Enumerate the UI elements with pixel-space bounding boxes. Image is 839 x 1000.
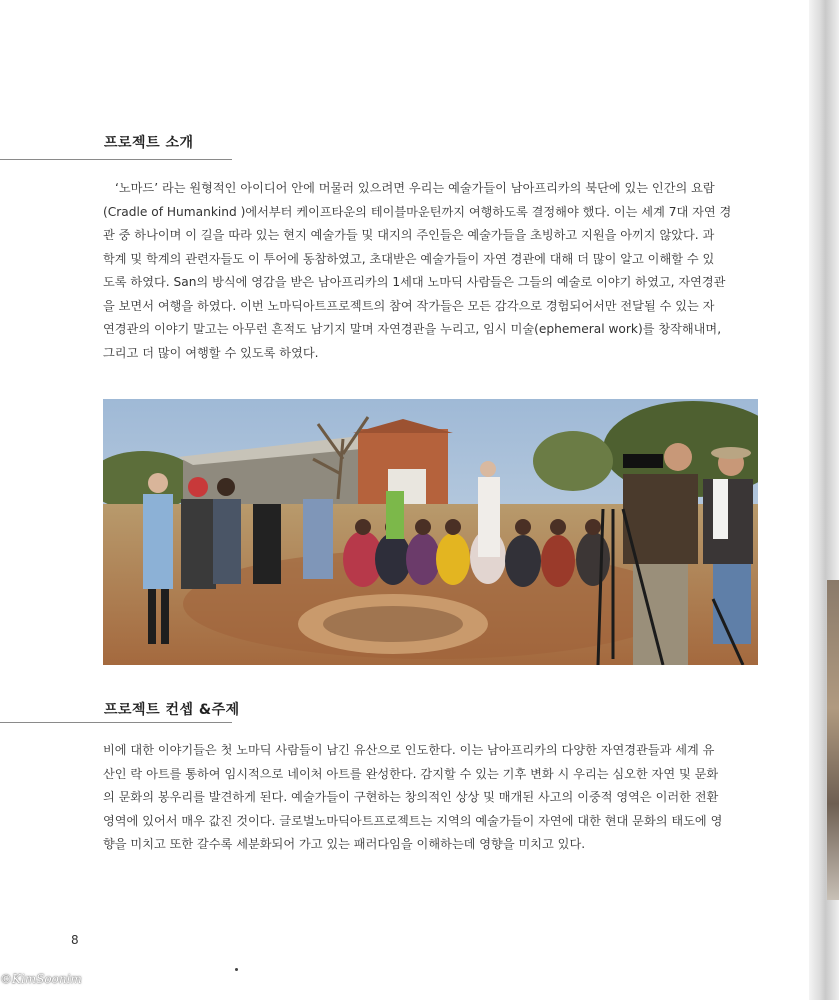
text-line: 관 중 하나이며 이 길을 따라 있는 현지 예술가들 및 대지의 주인들은 예술가들을 초빙하고 지원을 아끼지 않았다. 과 (103, 228, 715, 242)
text-line: (Cradle of Humankind )에서부터 케이프타운의 테이블마운틴까지 여행하도록 결정해야 했다. 이는 세계 7대 자연 경 (103, 204, 732, 219)
text-line: 비에 대한 이야기들은 첫 노마딕 사람들이 남긴 유산으로 인도한다. 이는 남아프리카의 다양한 자연경관들과 세계 유 (103, 743, 715, 757)
text-line: 그리고 더 많이 여행할 수 있도록 하였다. (103, 345, 319, 360)
text-line: ‘노마드’ 라는 원형적인 아이디어 안에 머물러 있으려면 우리는 예술가들이 남아프리카의 북단에 있는 인간의 요람 (115, 181, 715, 195)
group-gathering-photo (103, 399, 758, 665)
section-rule-concept (0, 722, 232, 723)
text-line: 의 문화의 봉우리를 발견하게 된다. 예술가들이 구현하는 창의적인 상상 및 매개된 사고의 이중적 영역은 이러한 전환 (103, 790, 719, 804)
text-line: 영역에 있어서 매우 값진 것이다. 글로벌노마딕아트프로젝트는 지역의 예술가들이 자연에 대한 현대 문화의 태도에 영 (103, 813, 723, 828)
section-heading-concept: 프로젝트 컨셉 &주제 (104, 702, 240, 718)
text-line: 산인 락 아트를 통하여 임시적으로 네이처 아트를 완성한다. 감지할 수 있는 기후 변화 시 우리는 심오한 자연 및 문화 (103, 766, 719, 781)
adjacent-page-edge (827, 580, 839, 900)
section-rule-intro (0, 159, 232, 160)
text-line: 학계 및 학계의 관련자들도 이 투어에 동참하였고, 초대받은 예술가들이 자연 경관에 대해 더 많이 알고 이해할 수 있 (103, 251, 715, 266)
text-line: 도록 하였다. San의 방식에 영감을 받은 남아프리카의 1세대 노마딕 사람들은 그들의 예술로 이야기 하였고, 자연경관 (103, 275, 726, 289)
page-number: 8 (71, 933, 79, 947)
text-line: 향을 미치고 또한 갈수록 세분화되어 가고 있는 패러다임을 이해하는데 영향을 미치고 있다. (103, 837, 586, 851)
intro-paragraph (103, 177, 758, 365)
text-line: 연경관의 이야기 말고는 아무런 흔적도 남기지 말며 자연경관을 누리고, 임시 미술(ephemeral work)를 창작해내며, (103, 322, 722, 336)
concept-paragraph (103, 739, 758, 857)
speck (235, 968, 238, 971)
section-heading-intro: 프로젝트 소개 (104, 135, 194, 151)
copyright-watermark: ©KimSoonim (0, 972, 82, 986)
text-line: 을 보면서 여행을 하였다. 이번 노마딕아트프로젝트의 참여 작가들은 모든 감각으로 경험되어서만 전달될 수 있는 자 (103, 298, 715, 313)
